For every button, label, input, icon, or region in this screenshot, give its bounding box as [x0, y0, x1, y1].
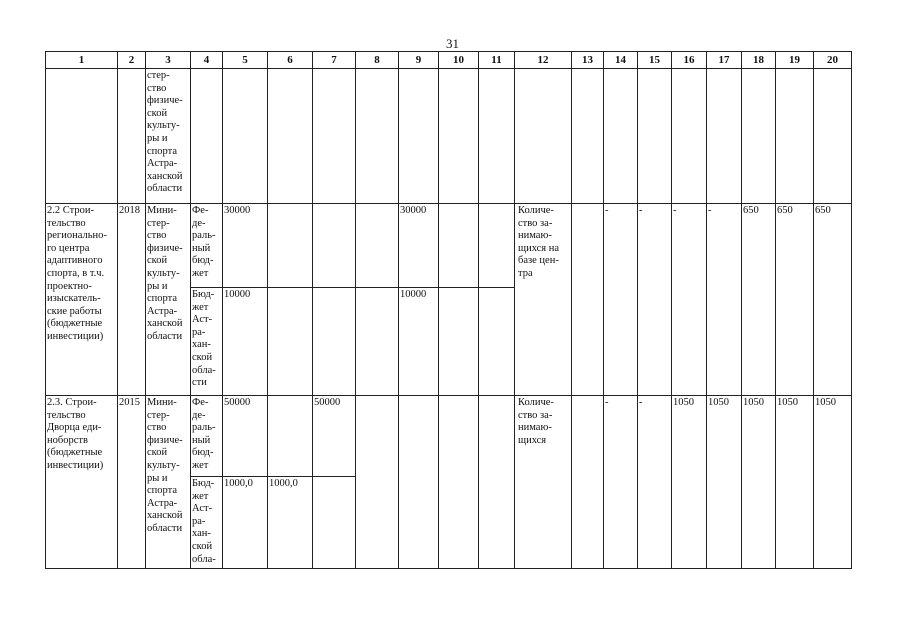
amount-cell: 10000	[223, 288, 268, 396]
row-2-3-federal	[46, 396, 852, 477]
table-cell	[313, 288, 356, 396]
table-cell	[638, 69, 672, 204]
header-cell: 20	[814, 52, 852, 69]
header-cell: 4	[191, 52, 223, 69]
indicator-value-cell: 1050	[742, 396, 776, 569]
table-cell	[572, 396, 604, 569]
table-cell	[46, 69, 118, 204]
table-cell	[268, 288, 313, 396]
table-cell	[313, 69, 356, 204]
header-cell: 7	[313, 52, 356, 69]
header-cell: 19	[776, 52, 814, 69]
header-cell: 11	[479, 52, 515, 69]
indicator-cell: Количе- ство за- нимаю- щихся на базе цен- тра	[515, 204, 572, 396]
activity-name-cell: 2.2 Строи- тельство регионально- го центра адаптивного спорта, в т.ч. проектно- изыскатель- ские работы (бюджетные инвестиции)	[46, 204, 118, 396]
table-cell	[356, 288, 399, 396]
header-cell: 5	[223, 52, 268, 69]
indicator-value-cell: -	[604, 396, 638, 569]
header-cell: 8	[356, 52, 399, 69]
program-table	[45, 51, 852, 569]
table-cell	[604, 69, 638, 204]
indicator-value-cell: -	[604, 204, 638, 396]
responsible-cell: стер- ство физиче- ской культу- ры и спорта Астра- ханской области	[146, 69, 191, 204]
indicator-value-cell: 1050	[707, 396, 742, 569]
row-2-2-federal	[46, 204, 852, 288]
header-cell: 15	[638, 52, 672, 69]
table-cell	[672, 69, 707, 204]
table-cell	[118, 69, 146, 204]
header-cell: 6	[268, 52, 313, 69]
amount-cell: 50000	[223, 396, 268, 477]
header-cell: 18	[742, 52, 776, 69]
table-cell	[268, 396, 313, 477]
table-cell	[479, 396, 515, 569]
table-cell	[479, 69, 515, 204]
header-cell: 3	[146, 52, 191, 69]
header-cell: 10	[439, 52, 479, 69]
table-cell	[191, 69, 223, 204]
table-cell	[356, 396, 399, 569]
amount-cell: 50000	[313, 396, 356, 477]
table-cell	[356, 69, 399, 204]
header-cell: 13	[572, 52, 604, 69]
table-cell	[479, 288, 515, 396]
indicator-value-cell: 650	[742, 204, 776, 396]
funding-source-cell: Бюд- жет Аст- ра- хан- ской обла- сти	[191, 288, 223, 396]
amount-cell: 30000	[223, 204, 268, 288]
indicator-value-cell: 1050	[672, 396, 707, 569]
indicator-cell: Количе- ство за- нимаю- щихся	[515, 396, 572, 569]
table-cell	[399, 396, 439, 569]
table-cell	[223, 69, 268, 204]
table-cell	[313, 477, 356, 569]
table-cell	[479, 204, 515, 288]
table-cell	[439, 204, 479, 288]
table-cell	[515, 69, 572, 204]
header-cell: 9	[399, 52, 439, 69]
table-cell	[439, 288, 479, 396]
funding-source-cell: Фе- де- раль- ный бюд- жет	[191, 204, 223, 288]
funding-source-cell: Фе- де- раль- ный бюд- жет	[191, 396, 223, 477]
table-cell	[814, 69, 852, 204]
table-cell	[776, 69, 814, 204]
header-cell: 12	[515, 52, 572, 69]
header-cell: 14	[604, 52, 638, 69]
table-cell	[572, 204, 604, 396]
indicator-value-cell: 650	[814, 204, 852, 396]
table-cell	[707, 69, 742, 204]
indicator-value-cell: 1050	[814, 396, 852, 569]
funding-source-cell: Бюд- жет Аст- ра- хан- ской обла-	[191, 477, 223, 569]
table-cell	[356, 204, 399, 288]
table-cell	[742, 69, 776, 204]
table-cell	[399, 69, 439, 204]
indicator-value-cell: -	[638, 204, 672, 396]
amount-cell: 30000	[399, 204, 439, 288]
responsible-cell: Мини- стер- ство физиче- ской культу- ры и спорта Астра- ханской области	[146, 204, 191, 396]
header-row	[46, 52, 852, 69]
table-cell	[313, 204, 356, 288]
header-cell: 16	[672, 52, 707, 69]
table-cell	[572, 69, 604, 204]
amount-cell: 1000,0	[268, 477, 313, 569]
indicator-value-cell: 1050	[776, 396, 814, 569]
amount-cell: 1000,0	[223, 477, 268, 569]
indicator-value-cell: -	[672, 204, 707, 396]
responsible-cell: Мини- стер- ство физиче- ской культу- ры и спорта Астра- ханской области	[146, 396, 191, 569]
header-cell: 1	[46, 52, 118, 69]
header-cell: 2	[118, 52, 146, 69]
continuation-row	[46, 69, 852, 204]
amount-cell: 10000	[399, 288, 439, 396]
year-cell: 2015	[118, 396, 146, 569]
indicator-value-cell: 650	[776, 204, 814, 396]
activity-name-cell: 2.3. Строи- тельство Дворца еди- ноборств (бюджетные инвестиции)	[46, 396, 118, 569]
year-cell: 2018	[118, 204, 146, 396]
table-cell	[439, 69, 479, 204]
table-cell	[268, 204, 313, 288]
table-cell	[268, 69, 313, 204]
page-number: 31	[446, 36, 459, 51]
header-cell: 17	[707, 52, 742, 69]
indicator-value-cell: -	[638, 396, 672, 569]
indicator-value-cell: -	[707, 204, 742, 396]
table-cell	[439, 396, 479, 569]
